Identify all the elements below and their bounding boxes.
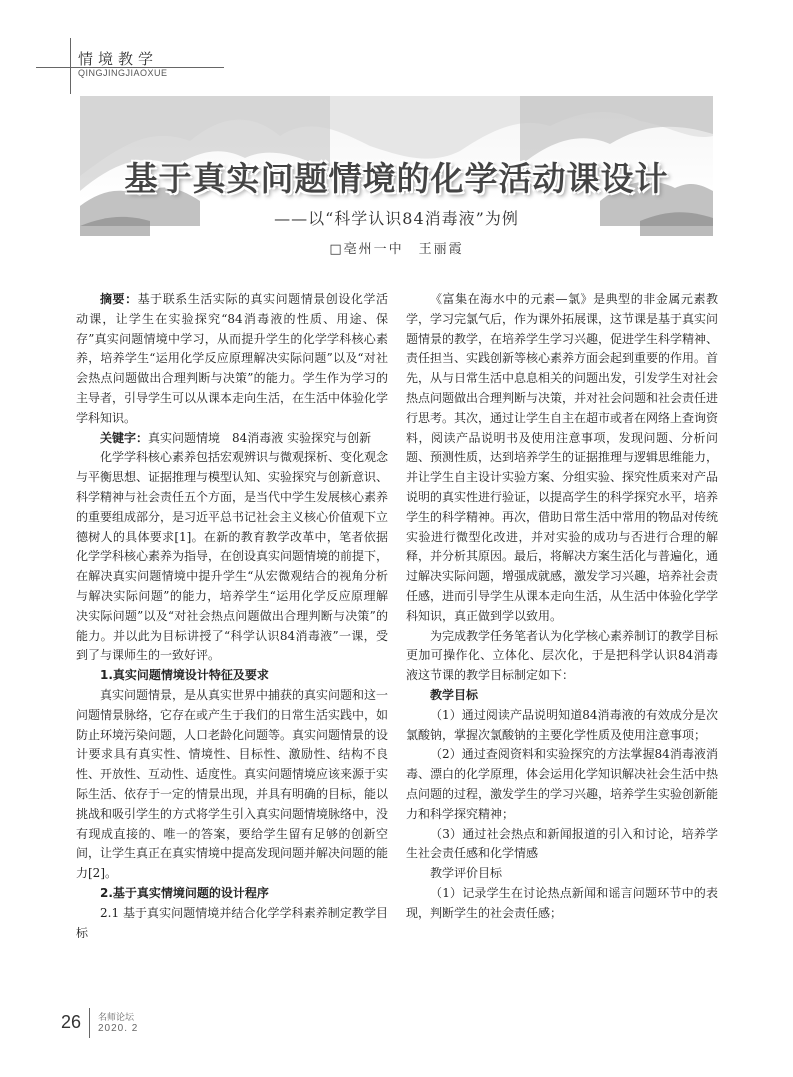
- keywords-label: 关键字：: [100, 430, 149, 445]
- footer-rule: [89, 1008, 90, 1038]
- body-paragraph: 2.1 基于真实问题情境并结合化学学科素养制定教学目标: [76, 905, 388, 940]
- column-title: 情境教学: [78, 50, 159, 68]
- goal-item: （3）通过社会热点和新闻报道的引入和讨论，培养学生社会责任感和化学情感: [406, 826, 718, 861]
- body-paragraph: 真实问题情景，是从真实世界中捕获的真实问题和这一问题情景脉络，它存在或产生于我们的日常生活实践中，如防止环境污染问题，人口老龄化问题等。真实问题情景的设计要求具有真实性、情境性、目标性、激励性、结构不良性、开放性、互动性、适度性。真实问题情境应该来源于实际生活、依存于一定的情景出现，并具有明确的目标，能以挑战和吸引学生的方式将学生引入真实问题情境脉络中，没有现成直接的、唯一的答案，要给学生留有足够的创新空间，让学生真正在真实情境中提高发现问题并解决问题的能力[2]。: [76, 687, 389, 881]
- evaluation-item: （1）记录学生在讨论热点新闻和谣言问题环节中的表现，判断学生的社会责任感；: [406, 885, 718, 920]
- keywords-text: 真实问题情境 84消毒液 实验探究与创新: [148, 430, 372, 445]
- section-heading: 1.真实问题情境设计特征及要求: [100, 668, 269, 683]
- goal-item: （1）通过阅读产品说明知道84消毒液的有效成分是次氯酸钠，掌握次氯酸钠的主要化学性质及使用注意事项；: [406, 707, 718, 742]
- page-number: 26: [61, 1012, 82, 1032]
- keywords-paragraph: [76, 429, 388, 449]
- magazine-name: 名师论坛: [98, 1013, 135, 1023]
- section-heading: 教学目标: [430, 687, 479, 702]
- article-subtitle: ——以“科学认识84消毒液”为例: [274, 209, 519, 228]
- article-title: 基于真实问题情境的化学活动课设计: [124, 159, 669, 198]
- column-pinyin: QINGJINGJIAOXUE: [78, 68, 168, 78]
- abstract-text: 基于联系生活实际的真实问题情景创设化学活动课，让学生在实验探究“84消毒液的性质、用途、保存”真实问题情境中学习，从而提升学生的化学学科核心素养，培养学生“运用化学反应原理解决实际问题”以及“对社会热点问题做出合理判断与决策”的能力。学生作为学习的主导者，引导学生可以从课本走向生活，在生活中体验化学学科知识。: [76, 292, 389, 425]
- abstract-paragraph: [76, 290, 388, 429]
- left-text-column: [76, 290, 388, 943]
- right-text-column: [406, 290, 718, 924]
- subsection-heading: 教学评价目标: [430, 866, 503, 881]
- body-paragraph: 为完成教学任务笔者认为化学核心素养制订的教学目标更加可操作化、立体化、层次化，于是把科学认识84消毒液这节课的教学目标制定如下：: [406, 628, 719, 683]
- body-paragraph: 化学学科核心素养包括宏观辨识与微观探析、变化观念与平衡思想、证据推理与模型认知、实验探究与创新意识、科学精神与社会责任五个方面，是当代中学生发展核心素养的重要组成部分，是习近平总书记社会主义核心价值观下立德树人的具体要求[1]。在新的教育教学改革中，笔者依据化学学科核心素养为指导，在创设真实问题情境的前提下，在解决真实问题情境中提升学生“从宏微观结合的视角分析与解决实际问题”的能力，培养学生“运用化学反应原理解决实际问题”以及“对社会热点问题做出合理判断与决策”的能力。并以此为目标讲授了“科学认识84消毒液”一课，受到了与课师生的一致好评。: [76, 450, 389, 663]
- article-author: □亳州一中 王丽霞: [329, 242, 464, 257]
- goal-item: （2）通过查阅资料和实验探究的方法掌握84消毒液消毒、漂白的化学原理，体会运用化学知识解决社会生活中热点问题的过程，激发学生的学习兴趣，培养学生实验创新能力和科学探究精神；: [406, 747, 719, 821]
- magazine-issue: 2020. 2: [98, 1023, 139, 1034]
- body-paragraph: 《富集在海水中的元素—氯》是典型的非金属元素教学，学习完氯气后，作为课外拓展课，这节课是基于真实问题情景的教学，在培养学生学习兴趣，促进学生科学精神、责任担当、实践创新等核心素养方面会起到重要的作用。首先，从与日常生活中息息相关的问题出发，引发学生对社会热点问题做出合理判断与决策，并对社会问题和社会责任进行思考。其次，通过让学生自主在超市或者在网络上查询资料，阅读产品说明书及使用注意事项，发现问题、分析问题、预测性质，达到培养学生的证据推理与逻辑思维能力，并让学生自主设计实验方案、分组实验、探究性质来对产品说明的真实性进行验证，以提高学生的科学探究水平，培养学生的科学精神。再次，借助日常生活中常用的物品对传统实验进行微型化改进，并对实验的成功与否进行合理的解释，并分析其原因。最后，将解决方案生活化与普遍化，通过解决实际问题，增强成就感，激发学习兴趣，培养社会责任感，进而引导学生从课本走向生活，从生活中体验化学学科知识，真正做到学以致用。: [406, 292, 719, 623]
- header-vertical-rule: [70, 38, 71, 94]
- section-heading: 2.基于真实情境问题的设计程序: [100, 885, 269, 900]
- abstract-label: 摘要：: [100, 292, 138, 306]
